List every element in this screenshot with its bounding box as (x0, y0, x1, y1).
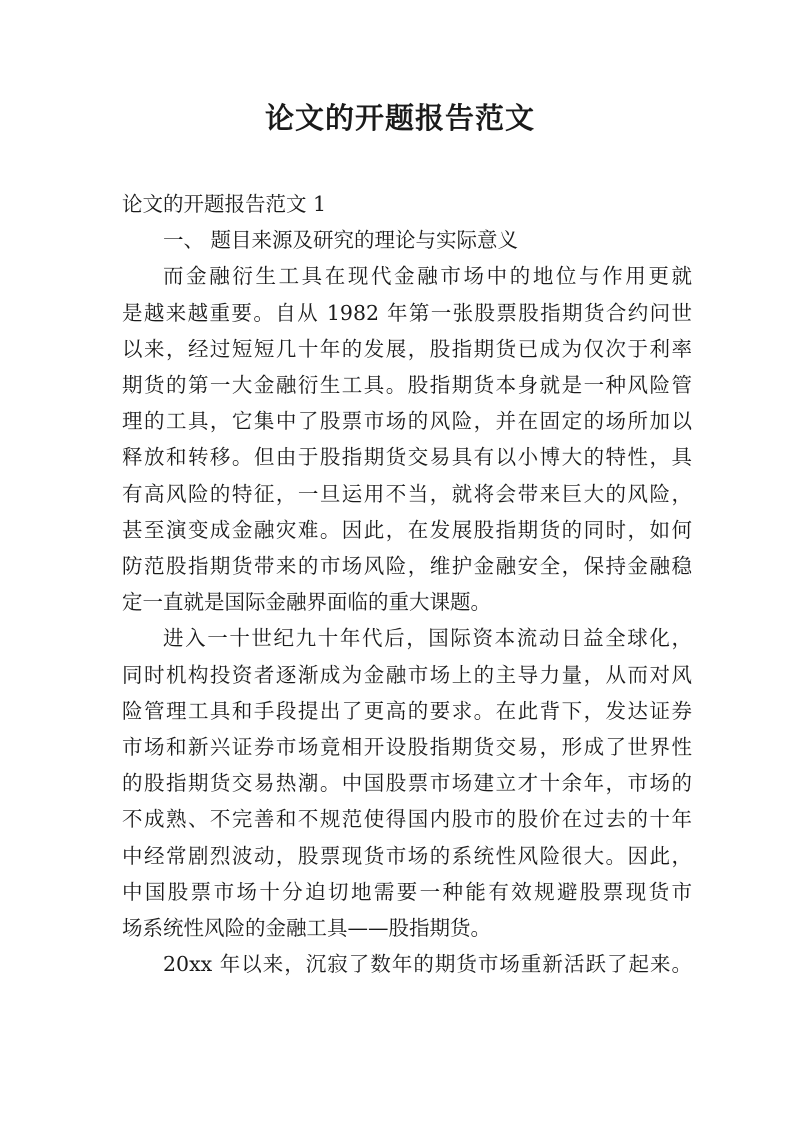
paragraph-1 (122, 258, 692, 620)
paragraph-line: 同时机构投资者逐渐成为金融市场上的主导力量，从而对风 (122, 662, 692, 687)
paragraph-line: 市场和新兴证券市场竟相开设股指期货交易，形成了世界性 (122, 735, 692, 760)
paragraph-line: 中国股票市场十分迫切地需要一种能有效规避股票现货市 (122, 879, 692, 904)
document-body (122, 186, 692, 982)
paragraph-line: 防范股指期货带来的市场风险，维护金融安全，保持金融稳 (122, 554, 692, 579)
paragraph-line: 的股指期货交易热潮。中国股票市场建立才十余年，市场的 (122, 771, 692, 796)
paragraph-line: 20xx 年以来，沉寂了数年的期货市场重新活跃了起来。 (163, 952, 692, 977)
paragraph-line: 险管理工具和手段提出了更高的要求。在此背下，发达证券 (122, 698, 692, 723)
document-title: 论文的开题报告范文 (264, 101, 535, 135)
subtitle: 论文的开题报告范文 1 (122, 192, 327, 216)
paragraph-line: 进入一十世纪九十年代后，国际资本流动日益全球化， (163, 626, 692, 651)
paragraph-3 (122, 946, 692, 982)
paragraph-line: 中经常剧烈波动，股票现货市场的系统性风险很大。因此， (122, 843, 692, 868)
section-heading: 一、 题目来源及研究的理论与实际意义 (163, 228, 519, 253)
paragraph-2 (122, 620, 692, 946)
paragraph-line: 以来，经过短短几十年的发展，股指期货已成为仅次于利率 (122, 336, 692, 361)
paragraph-line: 定一直就是国际金融界面临的重大课题。 (122, 590, 491, 615)
paragraph-line: 理的工具，它集中了股票市场的风险，并在固定的场所加以 (122, 409, 692, 434)
paragraph-line: 而金融衍生工具在现代金融市场中的地位与作用更就 (163, 264, 692, 289)
paragraph-line: 场系统性风险的金融工具——股指期货。 (122, 916, 491, 941)
paragraph-line: 不成熟、不完善和不规范使得国内股市的股价在过去的十年 (122, 807, 692, 832)
paragraph-line: 期货的第一大金融衍生工具。股指期货本身就是一种风险管 (122, 373, 692, 398)
paragraph-line: 是越来越重要。自从 1982 年第一张股票股指期货合约问世 (122, 300, 692, 325)
paragraph-line: 释放和转移。但由于股指期货交易具有以小博大的特性，具 (122, 445, 692, 470)
paragraph-line: 有高风险的特征，一旦运用不当，就将会带来巨大的风险， (122, 481, 692, 506)
paragraph-line: 甚至演变成金融灾难。因此，在发展股指期货的同时，如何 (122, 517, 692, 542)
